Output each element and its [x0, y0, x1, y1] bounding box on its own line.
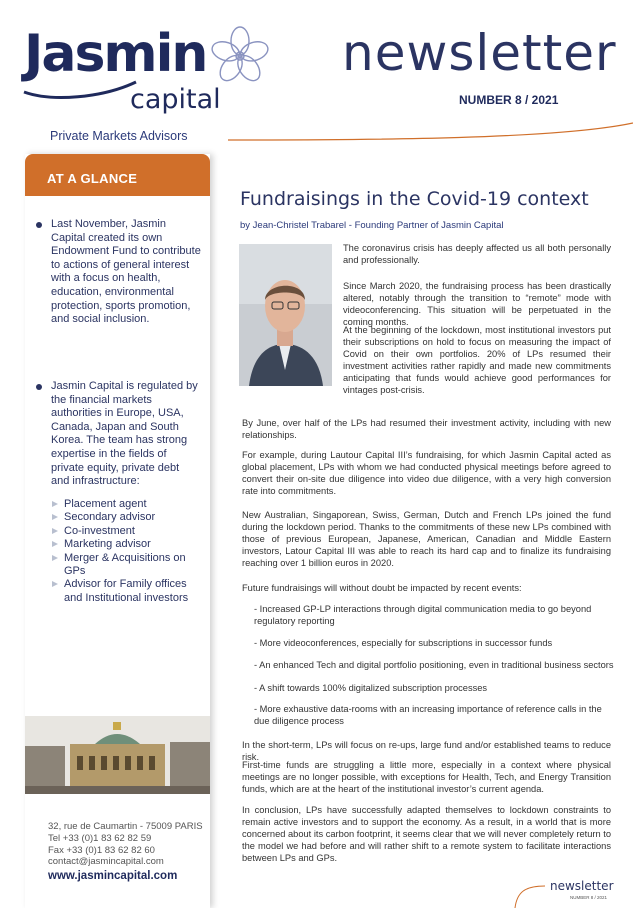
- footer-issue-number: NUMBER 8 / 2021: [570, 895, 608, 900]
- list-item: Co-investment: [52, 525, 202, 538]
- article-paragraph: By June, over half of the LPs had resumed their investment activity, including with new relationships.: [242, 418, 611, 441]
- footer-newsletter-label: newsletter: [550, 879, 614, 893]
- article-list-item: - An enhanced Tech and digital portfolio positioning, even in traditional business sectors: [254, 660, 614, 670]
- article-list-item: - More videoconferences, especially for subscriptions in successor funds: [254, 638, 553, 648]
- logo-wordmark: Jasmin: [24, 24, 207, 84]
- list-item: Secondary advisor: [52, 511, 202, 524]
- bullet-dot: [36, 222, 42, 228]
- website-link[interactable]: www.jasmincapital.com: [48, 870, 178, 882]
- contact-address: 32, rue de Caumartin - 75009 PARIS: [48, 821, 203, 832]
- contact-fax: Fax +33 (0)1 83 62 82 60: [48, 844, 155, 856]
- contact-block: [48, 821, 203, 868]
- article-paragraph: First-time funds are struggling a little more, especially in a context where physical meetings are no longer possible, with exceptions for Health, Tech, and Energy Transition funds, which are at the heart of the institutional investor’s current agenda.: [242, 760, 611, 795]
- logo-subtitle: capital: [130, 84, 221, 115]
- newsletter-title: newsletter: [342, 24, 617, 82]
- article-paragraph: At the beginning of the lockdown, most institutional investors put their subscriptions on hold to focus on measuring the impact of Covid on their own portfolios. 20% of LPs resumed their investment activities rather rapidly and made new commitments anticipating that funds would achieve good performances for vintages post-crisis.: [343, 325, 611, 396]
- list-item: Merger & Acquisitions on GPs: [52, 552, 202, 579]
- article-paragraph: For example, during Lautour Capital III’s fundraising, for which Jasmin Capital acted as global placement, LPs with whom we had conducted physical meetings before agreed to convert their on-site due diligence into video due diligence, with a very high conversion rate into commitments.: [242, 450, 611, 497]
- bullet-dot: [36, 384, 42, 390]
- article-paragraph: In conclusion, LPs have successfully adapted themselves to lockdown constraints to remain active investors and to support the economy. As a result, in a world that is more concerned about its carbon footprint, it seems clear that we will never completely return to the model we had before and will rather shift to a remote system to facilitate interactions between LPs and GPs.: [242, 805, 611, 864]
- list-item: Marketing advisor: [52, 538, 202, 551]
- list-item: Advisor for Family offices and Institutional investors: [52, 578, 202, 605]
- at-a-glance-title: AT A GLANCE: [47, 171, 138, 186]
- services-list: [52, 498, 202, 605]
- opera-building-image: [25, 716, 210, 794]
- article-list-item: - Increased GP-LP interactions through digital communication media to go beyond regulatory reporting: [254, 604, 592, 627]
- article-paragraph: New Australian, Singaporean, Swiss, German, Dutch and French LPs joined the fund during the lockdown period. Thanks to the commitments of these new LPs combined with those of previous European, Japanese, American, Canadian and Middle Eastern investors, Latour Capital III was able to reach its hard cap and to finalize its fundraising reaching over 1 billion euros in 2020.: [242, 510, 611, 569]
- list-item: Placement agent: [52, 498, 202, 511]
- endowment-paragraph: Last November, Jasmin Capital created its own Endowment Fund to contribute to actions of general interest with a focus on health, education, environmental protection, sports promotion, and social inclusion.: [51, 218, 201, 326]
- header-curve-line: [228, 121, 633, 141]
- article-list-item: - More exhaustive data-rooms with an increasing importance of reference calls in the due diligence process: [254, 704, 602, 727]
- article-paragraph: In the short-term, LPs will focus on re-ups, large fund and/or established teams to reduce risk.: [242, 740, 611, 763]
- article-list-item: - A shift towards 100% digitalized subscription processes: [254, 683, 488, 693]
- article-byline: by Jean-Christel Trabarel - Founding Partner of Jasmin Capital: [240, 220, 504, 231]
- brand-tagline: Private Markets Advisors: [50, 129, 188, 143]
- article-paragraph: The coronavirus crisis has deeply affected us all both personally and professionally.: [343, 243, 611, 266]
- issue-number: NUMBER 8 / 2021: [459, 93, 559, 107]
- regulation-paragraph: Jasmin Capital is regulated by the financial markets authorities in Europe, USA, Canada, Japan and South Korea. The team has strong expertise in the fields of private equity, private debt and infrastructure:: [51, 380, 198, 488]
- jasmin-flower-icon: [208, 24, 272, 88]
- contact-email[interactable]: contact@jasmincapital.com: [48, 856, 164, 868]
- author-portrait: [239, 244, 332, 386]
- article-paragraph: Future fundraisings will without doubt be impacted by recent events:: [242, 583, 522, 593]
- article-title: Fundraisings in the Covid-19 context: [240, 188, 589, 210]
- article-paragraph: Since March 2020, the fundraising process has been drastically altered, notably through the transition to “remote” mode with videoconferencing. This situation will be perpetuated in the coming months.: [343, 281, 611, 328]
- logo-swoosh: [22, 78, 138, 100]
- contact-phone: Tel +33 (0)1 83 62 82 59: [48, 832, 152, 844]
